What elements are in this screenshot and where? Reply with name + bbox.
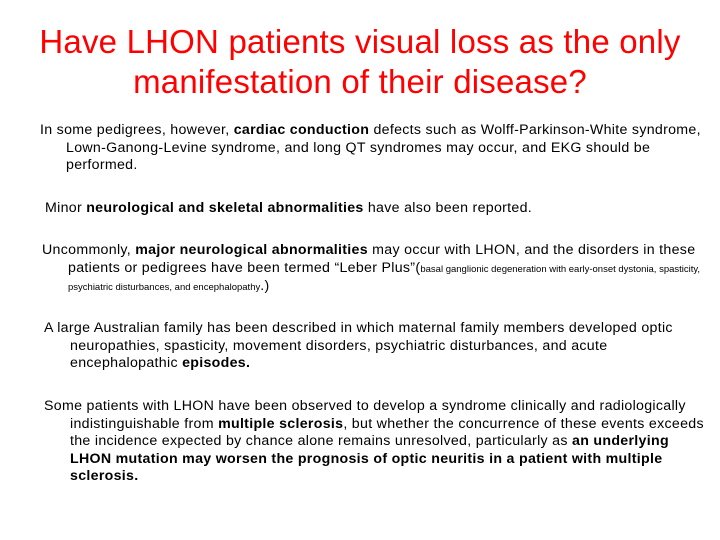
p5-text-c: , but whether the concurrence of these events exceeds the incidence expected by chance alone remains unresolved, particularly as <box>70 415 704 449</box>
p2-text-c: have also been reported. <box>363 200 533 216</box>
p4-bold-episodes: episodes. <box>182 355 251 371</box>
p5-bold-lhon-mutation: an underlying LHON mutation may worsen the prognosis of optic neuritis in a patient with multiple sclerosis. <box>70 433 669 484</box>
paragraph-leber-plus <box>42 242 708 297</box>
p3-bold-major-abnormalities: major neurological abnormalities <box>135 242 368 258</box>
p3-text-c: may occur with LHON, and the disorders in these patients or pedigrees have been termed “Leber Plus”( <box>68 242 696 276</box>
p1-text-a: In some pedigrees, however, <box>40 122 234 138</box>
paragraph-australian-family <box>44 320 710 373</box>
slide-title: Have LHON patients visual loss as the only manifestation of their disease? <box>39 23 681 100</box>
p5-text-a: Some patients with LHON have been observed to develop a syndrome clinically and radiologically indistinguishable from <box>44 398 686 432</box>
p1-text-c: defects such as Wolff-Parkinson-White syndrome, Lown-Ganong-Levine syndrome, and long QT syndromes may occur, and EKG should be performed. <box>66 122 701 173</box>
p3-text-e: .) <box>260 278 270 294</box>
p1-bold-cardiac-conduction: cardiac conduction <box>233 122 370 138</box>
p2-text-a: Minor <box>45 200 87 216</box>
paragraph-multiple-sclerosis <box>44 398 710 486</box>
p3-small-note: basal ganglionic degeneration with early-onset dystonia, spasticity, psychiatric disturbances, and encephalopathy <box>68 263 701 293</box>
paragraph-minor-abnormalities <box>45 200 711 218</box>
p2-bold-abnormalities: neurological and skeletal abnormalities <box>86 200 364 216</box>
paragraph-cardiac <box>40 122 706 175</box>
p3-text-a: Uncommonly, <box>42 242 136 258</box>
p4-text-a: A large Australian family has been described in which maternal family members developed optic neuropathies, spasticity, movement disorders, psychiatric disturbances, and acute encephalopathic <box>44 320 673 371</box>
p5-bold-multiple-sclerosis: multiple sclerosis <box>218 415 344 432</box>
